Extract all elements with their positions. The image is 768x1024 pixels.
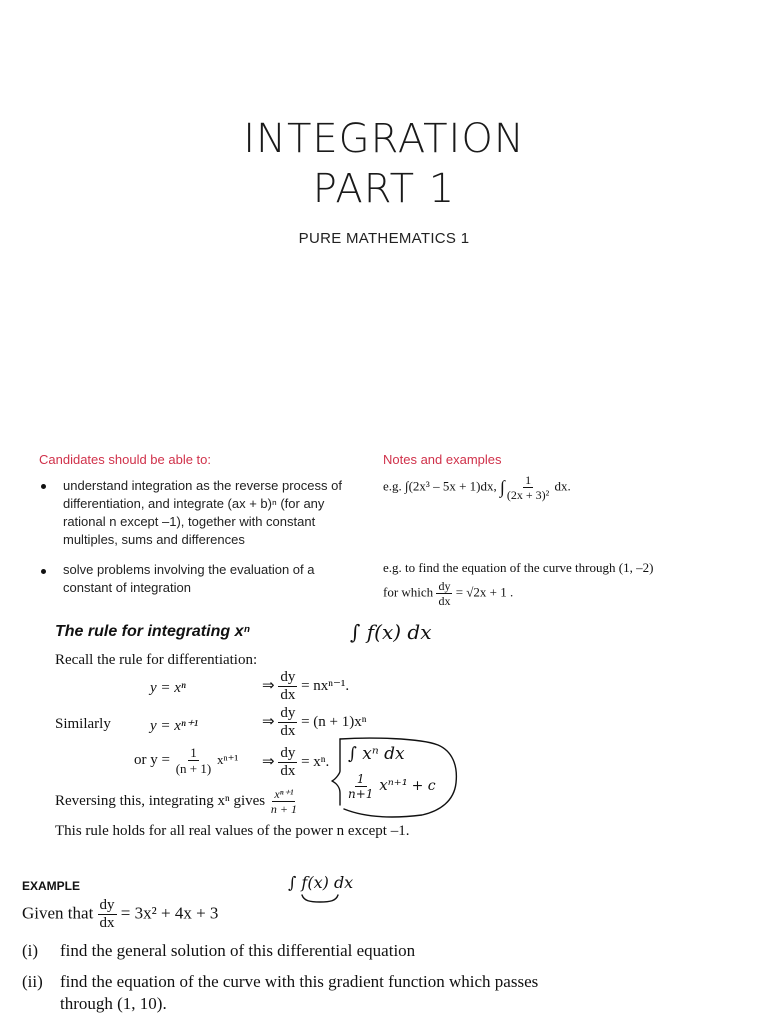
row3-frac-den: (n + 1): [175, 761, 212, 776]
part-label: (i): [22, 941, 39, 960]
dx: dx: [99, 915, 115, 931]
row3-left: [134, 746, 238, 775]
dydx-fraction: [278, 706, 297, 739]
dx: dx: [280, 723, 296, 739]
row1-right: [262, 670, 349, 703]
reversing-frac-den: n + 1: [270, 802, 297, 816]
dy: dy: [99, 897, 115, 913]
handwritten-underbrace: [300, 893, 340, 905]
dy: dy: [280, 705, 296, 721]
given-prefix: Given that: [22, 903, 94, 923]
handwritten-plus-c: + c: [411, 778, 436, 794]
syllabus-item-1-line: differentiation, and integrate (ax + b)ⁿ (for any: [63, 496, 325, 511]
note-1-frac-den: (2x + 3)²: [506, 488, 550, 502]
handwritten-power: xⁿ⁺¹: [379, 776, 408, 794]
row3-result: = xⁿ.: [301, 753, 330, 770]
row3-frac-num: 1: [190, 745, 197, 760]
handwritten-box-integral: ∫ xⁿ dx: [348, 744, 405, 764]
note-2-line-1: e.g. to find the equation of the curve through (1, –2): [383, 560, 654, 575]
note-2-line-2: [383, 580, 513, 607]
handwritten-frac-den: n+1: [348, 787, 374, 801]
given-tail: = 3x² + 4x + 3: [120, 903, 219, 923]
part-text: find the general solution of this differential equation: [60, 941, 416, 960]
dy: dy: [280, 669, 296, 685]
dydx-fraction: [98, 898, 117, 931]
row3-fraction: [174, 746, 214, 775]
row1-result: = nxⁿ⁻¹.: [301, 677, 350, 694]
handwritten-frac-num: 1: [356, 772, 365, 786]
part-text: find the equation of the curve with this gradient function which passes: [60, 972, 539, 991]
dydx-fraction: [278, 746, 297, 779]
part-label: (ii): [22, 972, 43, 991]
recall-text: Recall the rule for differentiation:: [55, 652, 258, 668]
note-1-tail: dx.: [554, 478, 571, 494]
syllabus-item-2-line: constant of integration: [63, 580, 191, 595]
example-heading: EXAMPLE: [22, 879, 81, 893]
bullet-1: [41, 484, 46, 489]
similarly-label: Similarly: [55, 716, 111, 732]
syllabus-item-1-line: understand integration as the reverse process of: [63, 478, 342, 493]
syllabus-item-1-line: rational n except –1), together with constant: [63, 514, 316, 529]
implies-arrow: ⇒: [262, 713, 275, 730]
part-text-continued: through (1, 10).: [60, 994, 167, 1013]
implies-arrow: ⇒: [262, 753, 275, 770]
reversing-line: [55, 788, 299, 815]
row3-power: xⁿ⁺¹: [216, 751, 239, 767]
dx: dx: [280, 687, 296, 703]
dx: dx: [438, 594, 451, 608]
reversing-frac-num: xⁿ⁺¹: [274, 787, 294, 801]
dx: dx: [280, 763, 296, 779]
reversing-fraction: [269, 788, 299, 815]
candidates-heading: Candidates should be able to:: [39, 452, 212, 467]
note-1-prefix: e.g.: [383, 478, 402, 494]
syllabus-item-1-line: multiples, sums and differences: [63, 532, 245, 547]
holds-text: This rule holds for all real values of the power n except –1.: [55, 823, 410, 839]
note-1-fraction: [505, 474, 551, 501]
reversing-text: Reversing this, integrating xⁿ gives: [55, 792, 266, 809]
dy: dy: [438, 579, 451, 593]
note-2-prefix: for which: [383, 584, 434, 600]
dy: dy: [280, 745, 296, 761]
syllabus-item-2-line: solve problems involving the evaluation of a: [63, 562, 315, 577]
integral-sign: ∫: [499, 477, 505, 497]
given-line: [22, 898, 218, 931]
dydx-fraction: [278, 670, 297, 703]
row2-left: y = xⁿ⁺¹: [150, 718, 199, 734]
note-1-integral-a: ∫(2x³ – 5x + 1)dx,: [405, 478, 497, 494]
note-2-tail: = √2x + 1 .: [455, 584, 514, 600]
handwritten-integral-top: ∫ f(x) dx: [350, 620, 432, 644]
title-line-1: INTEGRATION: [243, 116, 525, 162]
row2-result: = (n + 1)xⁿ: [301, 713, 367, 730]
bullet-2: [41, 569, 46, 574]
page-subtitle: PURE MATHEMATICS 1: [298, 230, 470, 247]
note-1-frac-num: 1: [525, 473, 532, 487]
syllabus-item-2: [63, 561, 363, 597]
row3-prefix: or y =: [134, 751, 170, 768]
handwritten-box-result: [346, 773, 436, 800]
row3-right: [262, 746, 329, 779]
dydx-fraction: [436, 580, 452, 607]
handwritten-fraction: [346, 773, 375, 800]
implies-arrow: ⇒: [262, 677, 275, 694]
rule-heading: The rule for integrating xⁿ: [55, 623, 250, 640]
row1-left: y = xⁿ: [150, 680, 186, 696]
title-line-2: PART 1: [312, 166, 456, 212]
note-1: [383, 474, 571, 501]
syllabus-item-1: [63, 477, 363, 549]
handwritten-integral-example: ∫ f(x) dx: [288, 873, 354, 892]
notes-heading: Notes and examples: [383, 452, 502, 467]
